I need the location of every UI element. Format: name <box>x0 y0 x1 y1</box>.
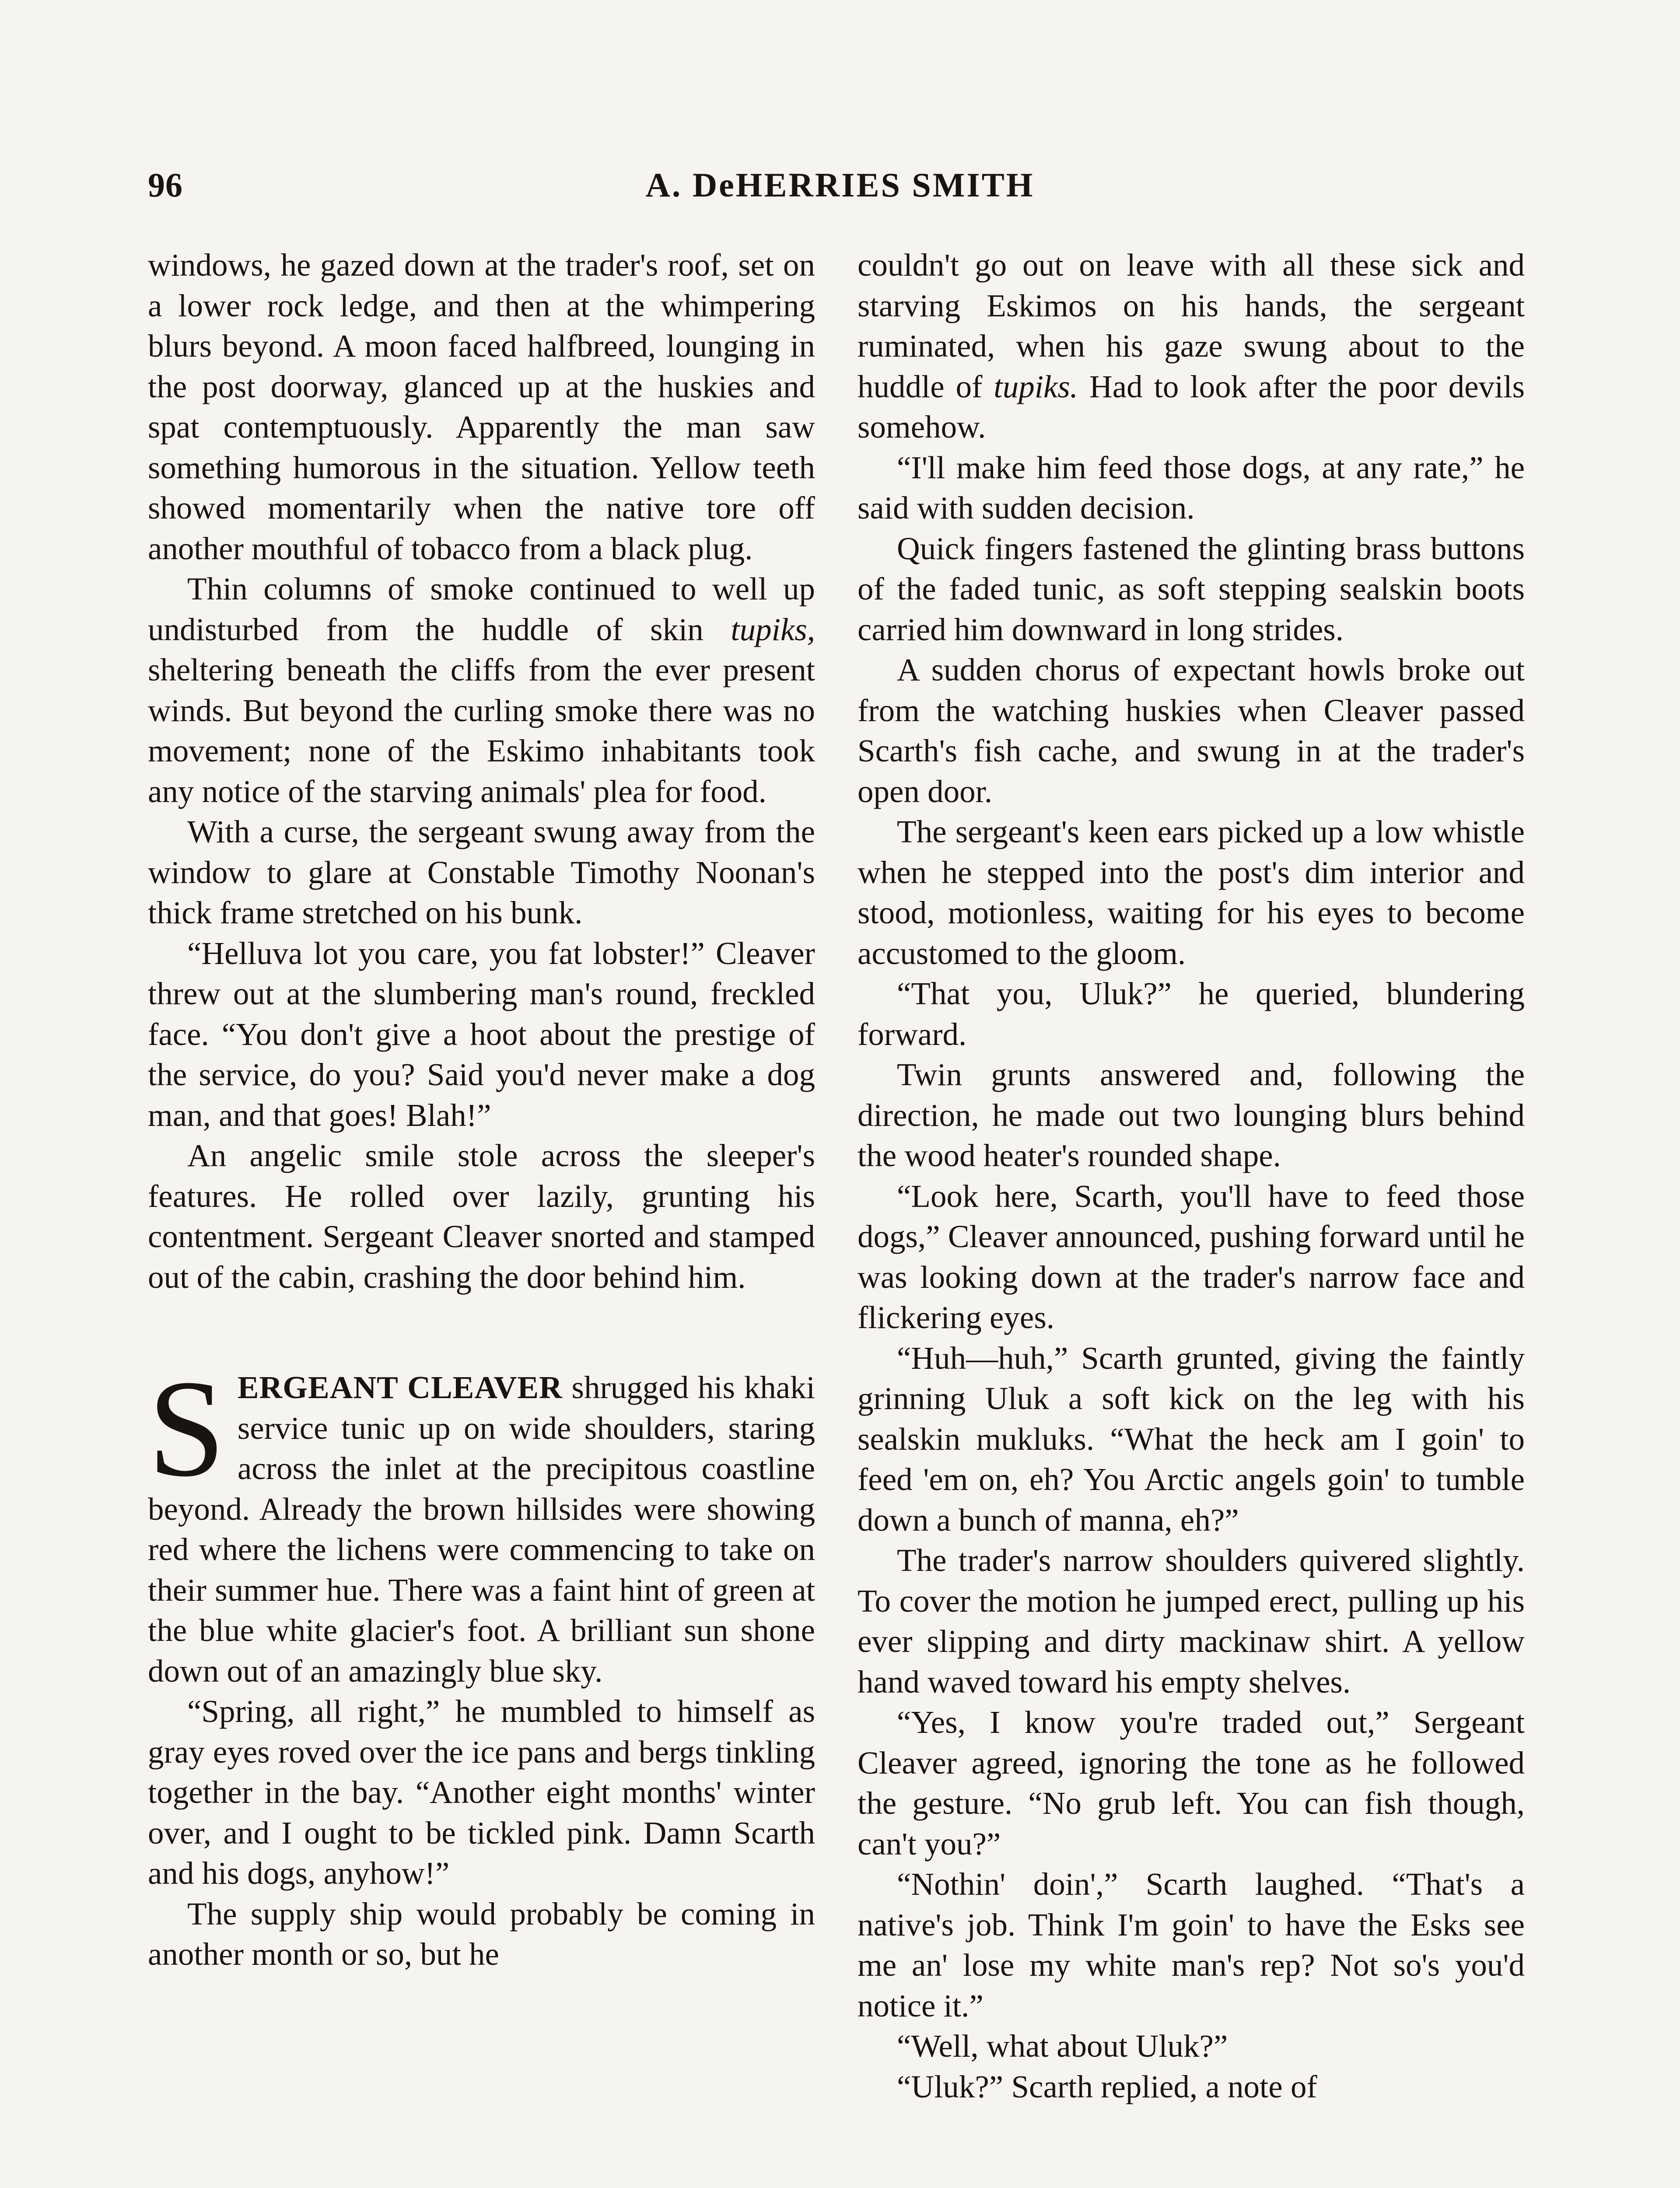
paragraph: “Huh—huh,” Scarth grunted, giving the faintly grinning Uluk a soft kick on the leg with his sealskin mukluks. “What the heck am I goin' to feed 'em on, eh? You Arctic angels goin' to tumble down a bunch of manna, eh?” <box>858 1340 1525 1538</box>
left-column <box>148 245 815 1975</box>
paragraph <box>858 245 1525 448</box>
drop-cap: S <box>148 1351 225 1505</box>
paragraph: “Nothin' doin',” Scarth laughed. “That's a native's job. Think I'm goin' to have the Esks see me an' lose my white man's rep? Not so's you'd notice it.” <box>858 1866 1525 2023</box>
paragraph: Quick fingers fastened the glinting brass buttons of the faded tunic, as soft stepping sealskin boots carried him downward in long strides. <box>858 530 1525 647</box>
paragraph <box>148 569 815 812</box>
paragraph: An angelic smile stole across the sleeper's features. He rolled over lazily, grunting his contentment. Sergeant Cleaver snorted and stamped out of the cabin, crashing the door behind him. <box>148 1138 815 1295</box>
paragraph: “That you, Uluk?” he queried, blundering forward. <box>858 976 1525 1052</box>
paragraph: The sergeant's keen ears picked up a low whistle when he stepped into the post's dim interior and stood, motionless, waiting for his eyes to become accustomed to the gloom. <box>858 814 1525 971</box>
paragraph: With a curse, the sergeant swung away from the window to glare at Constable Timothy Noonan's thick frame stretched on his bunk. <box>148 814 815 930</box>
lead-in-caps: ERGEANT CLEAVER <box>237 1370 563 1405</box>
text-run: Thin columns of smoke continued to well up undisturbed from the huddle of skin <box>148 571 815 647</box>
page-number: 96 <box>148 166 183 204</box>
text-run: couldn't go out on leave with all these sick and starving Eskimos on his hands, the sergeant ruminated, when his gaze swung about to the huddle of <box>858 247 1525 404</box>
text-run: Had to look after the poor devils somehow. <box>858 368 1525 445</box>
section-opening-paragraph <box>148 1351 815 1691</box>
italic-word: tupiks. <box>994 368 1078 404</box>
paragraph: “Uluk?” Scarth replied, a note of <box>897 2069 1317 2104</box>
paragraph: “I'll make him feed those dogs, at any rate,” he said with sudden decision. <box>858 449 1525 526</box>
running-head: A. DeHERRIES SMITH <box>645 166 1035 204</box>
paragraph: “Well, what about Uluk?” <box>897 2028 1228 2064</box>
paragraph: Twin grunts answered and, following the direction, he made out two lounging blurs behind the wood heater's rounded shape. <box>858 1057 1525 1173</box>
paragraph: The supply ship would probably be coming in another month or so, but he <box>148 1896 815 1972</box>
paragraph: “Look here, Scarth, you'll have to feed those dogs,” Cleaver announced, pushing forward until he was looking down at the trader's narrow face and flickering eyes. <box>858 1178 1525 1335</box>
paragraph: A sudden chorus of expectant howls broke out from the watching huskies when Cleaver passed Scarth's fish cache, and swung in at the trader's open door. <box>858 652 1525 809</box>
paragraph: “Spring, all right,” he mumbled to himself as gray eyes roved over the ice pans and bergs tinkling together in the bay. “Another eight months' winter over, and I ought to be tickled pink. Damn Scarth and his dogs, anyhow!” <box>148 1694 815 1891</box>
paragraph: “Yes, I know you're traded out,” Sergeant Cleaver agreed, ignoring the tone as he followed the gesture. “No grub left. You can fish though, can't you?” <box>858 1704 1525 1862</box>
paragraph: windows, he gazed down at the trader's roof, set on a lower rock ledge, and then at the whimpering blurs beyond. A moon faced halfbreed, lounging in the post doorway, glanced up at the huskies and spat contemptuously. Apparently the man saw something humorous in the situation. Yellow teeth showed momentarily when the native tore off another mouthful of tobacco from a black plug. <box>148 247 815 566</box>
text-run: shrugged his khaki service tunic up on wide shoulders, staring across the inlet at the precipitous coastline beyond. Already the brown hillsides were showing red where the lichens were commencing to take on their summer hue. There was a faint hint of green at the blue white glacier's foot. A brilliant sun shone down out of an amazingly blue sky. <box>148 1370 815 1689</box>
paragraph: “Helluva lot you care, you fat lobster!” Cleaver threw out at the slumbering man's round, freckled face. “You don't give a hoot about the prestige of the service, do you? Said you'd never make a dog man, and that goes! Blah!” <box>148 935 815 1133</box>
italic-word: tupiks, <box>731 611 815 647</box>
right-column <box>858 245 1525 2107</box>
text-run: sheltering beneath the cliffs from the ever present winds. But beyond the curling smoke there was no movement; none of the Eskimo inhabitants took any notice of the starving animals' plea for food. <box>148 652 815 809</box>
paragraph: The trader's narrow shoulders quivered slightly. To cover the motion he jumped erect, pulling up his ever slipping and dirty mackinaw shirt. A yellow hand waved toward his empty shelves. <box>858 1543 1525 1700</box>
